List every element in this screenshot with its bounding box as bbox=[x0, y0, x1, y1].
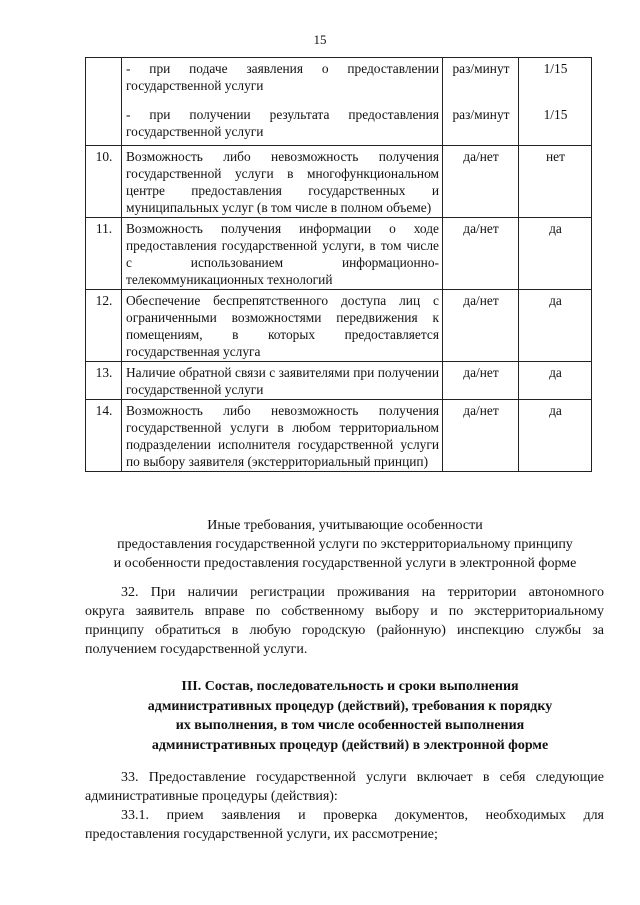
table-cell-desc: - при подаче заявления о предоставлении государственной услуги bbox=[122, 58, 443, 98]
subheading-line: предоставления государственной услуги по экстерриториальному принципу bbox=[117, 537, 573, 552]
table-cell-value: да bbox=[519, 362, 592, 400]
paragraph-line: административные процедуры (действия): bbox=[85, 789, 338, 804]
paragraph-line: 32. При наличии регистрации проживания на территории автономного bbox=[121, 585, 604, 600]
table-cell-unit: да/нет bbox=[443, 290, 519, 362]
table-cell-desc: Обеспечение беспрепятственного доступа лиц с ограниченными возможностями передвижения к помещениям, в которых предоставляется государственная услуга bbox=[122, 290, 443, 362]
table-cell-value: 1/15 bbox=[519, 58, 592, 98]
requirements-table bbox=[85, 57, 592, 472]
table-cell-desc: Наличие обратной связи с заявителями при получении государственной услуги bbox=[122, 362, 443, 400]
section-heading-line: их выполнения, в том числе особенностей выполнения bbox=[175, 718, 525, 733]
paragraph-line: получением государственной услуги. bbox=[85, 642, 308, 657]
subheading-line: Иные требования, учитывающие особенности bbox=[207, 518, 483, 533]
table-cell-value: нет bbox=[519, 146, 592, 218]
table-cell-unit: да/нет bbox=[443, 146, 519, 218]
table-row bbox=[86, 218, 592, 290]
table-cell-desc: - при получении результата предоставления государственной услуги bbox=[122, 98, 443, 146]
table-cell-num bbox=[86, 58, 122, 98]
table-row bbox=[86, 400, 592, 472]
paragraph-line: 33. Предоставление государственной услуги включает в себя следующие bbox=[121, 770, 604, 785]
subheading bbox=[85, 516, 605, 573]
table-row bbox=[86, 290, 592, 362]
table-cell-unit: да/нет bbox=[443, 362, 519, 400]
section-heading-line: III. Состав, последовательность и сроки выполнения bbox=[181, 679, 519, 694]
table-cell-num: 13. bbox=[86, 362, 122, 400]
table-cell-desc: Возможность либо невозможность получения государственной услуги в многофункциональном центре предоставления государственных и муниципальных услуг (в том числе в полном объеме) bbox=[122, 146, 443, 218]
table-row bbox=[86, 362, 592, 400]
table-cell-unit: раз/минут bbox=[443, 98, 519, 146]
table-row bbox=[86, 98, 592, 146]
section-3-heading bbox=[100, 677, 600, 755]
table-cell-unit: да/нет bbox=[443, 400, 519, 472]
paragraph-line: округа заявитель вправе по собственному выбору и по экстерриториальному bbox=[85, 604, 604, 619]
table-cell-num bbox=[86, 98, 122, 146]
table-cell-desc: Возможность либо невозможность получения государственной услуги в любом территориальном подразделении исполнителя государственной услуги по выбору заявителя (экстерриториальный принцип) bbox=[122, 400, 443, 472]
subheading-line: и особенности предоставления государственной услуги в электронной форме bbox=[113, 556, 577, 571]
table-row bbox=[86, 58, 592, 98]
section-heading-line: административных процедур (действий) в электронной форме bbox=[151, 737, 549, 753]
paragraph-line: принципу обратиться в любую городскую (районную) инспекцию службы за bbox=[85, 623, 604, 638]
paragraph-line: 33.1. прием заявления и проверка документов, необходимых для bbox=[121, 808, 604, 823]
table-cell-value: 1/15 bbox=[519, 98, 592, 146]
table-cell-desc: Возможность получения информации о ходе предоставления государственной услуги, в том числе с использованием информационно-телекоммуникационных технологий bbox=[122, 218, 443, 290]
table-cell-value: да bbox=[519, 290, 592, 362]
paragraph-33 bbox=[85, 768, 604, 844]
paragraph-32 bbox=[85, 583, 604, 659]
paragraph-line: предоставления государственной услуги, их рассмотрение; bbox=[85, 827, 438, 842]
table-cell-value: да bbox=[519, 400, 592, 472]
table-cell-value: да bbox=[519, 218, 592, 290]
table-cell-num: 11. bbox=[86, 218, 122, 290]
section-heading-line: административных процедур (действий), требования к порядку bbox=[147, 698, 553, 714]
table-cell-num: 14. bbox=[86, 400, 122, 472]
table-row bbox=[86, 146, 592, 218]
table-cell-unit: раз/минут bbox=[443, 58, 519, 98]
table-cell-num: 12. bbox=[86, 290, 122, 362]
table-cell-num: 10. bbox=[86, 146, 122, 218]
table-cell-unit: да/нет bbox=[443, 218, 519, 290]
page-number: 15 bbox=[313, 32, 327, 47]
